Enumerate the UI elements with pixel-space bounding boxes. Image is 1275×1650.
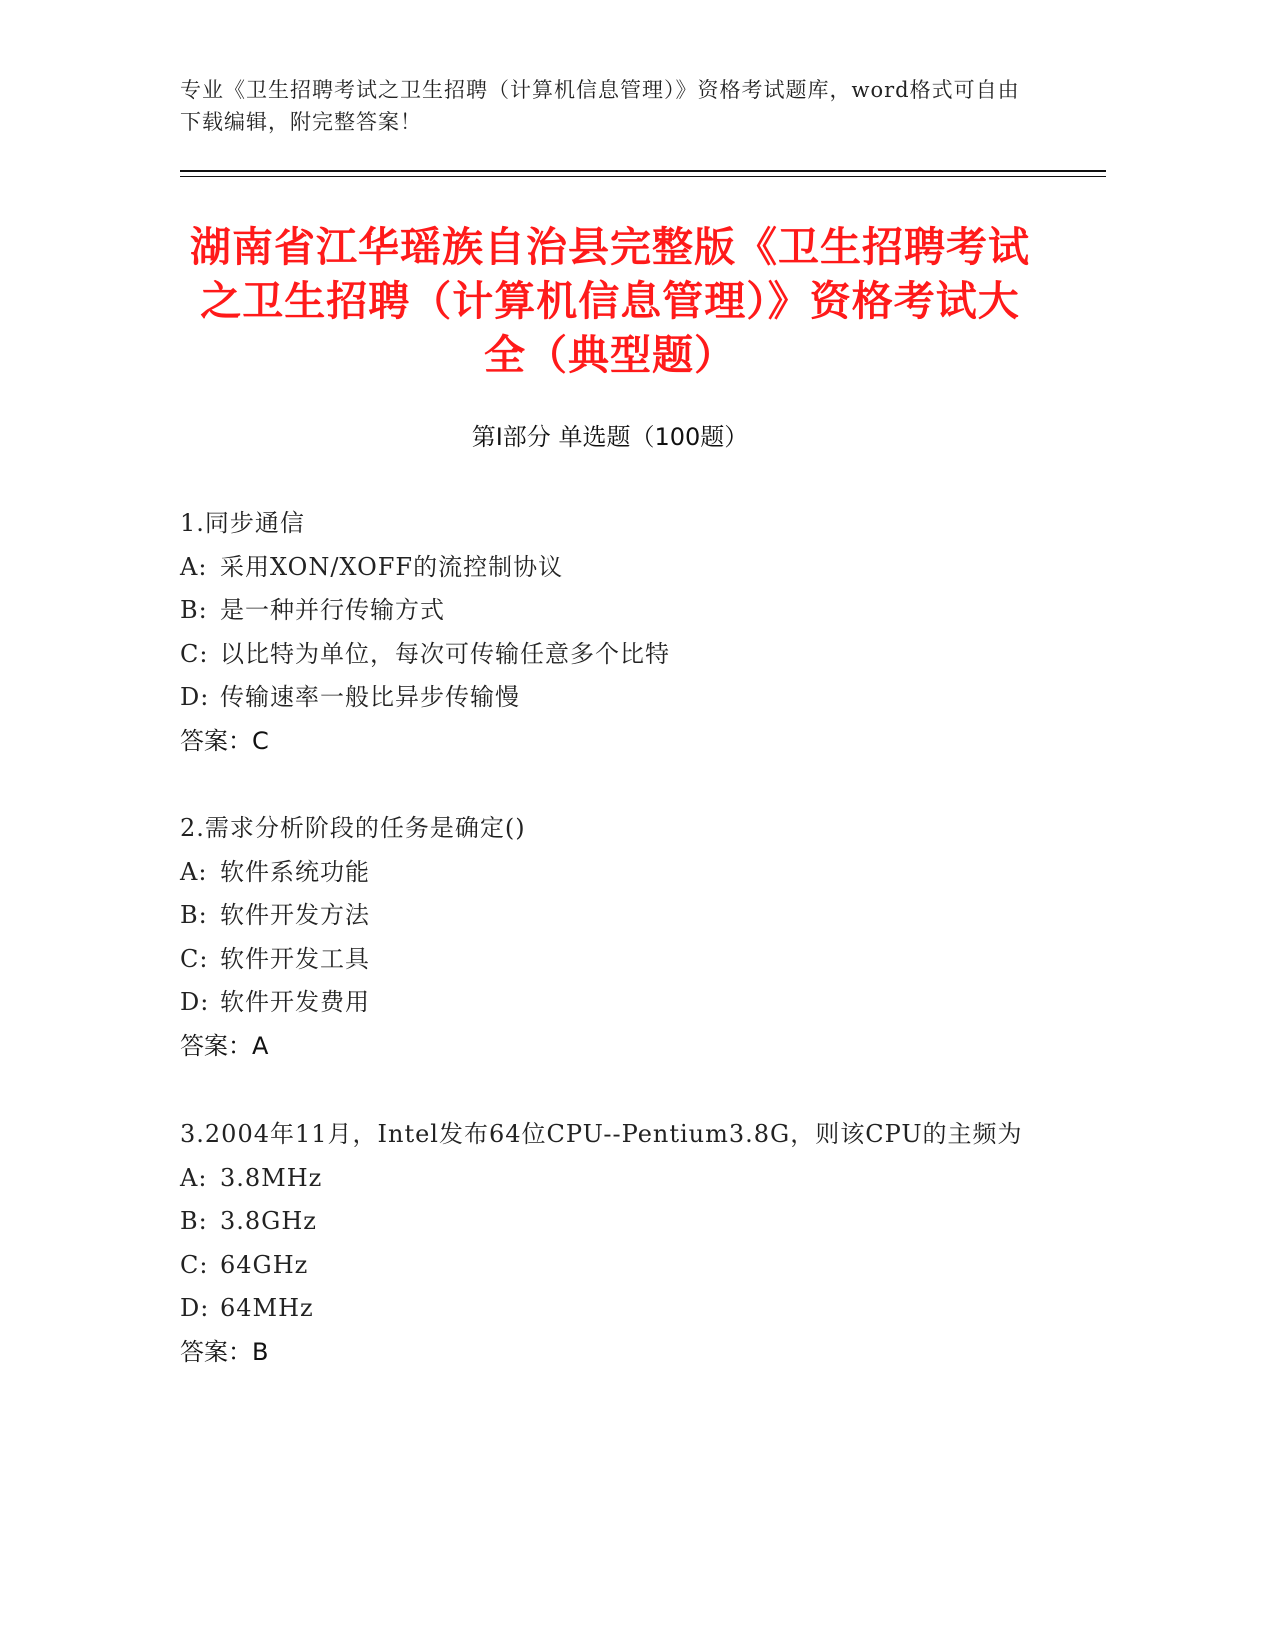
option-label: B:: [180, 901, 208, 929]
question-stem: 3.2004年11月，Intel发布64位CPU--Pentium3.8G，则该CPU的主频为: [180, 1120, 1023, 1148]
option-text: 软件开发工具: [220, 944, 370, 973]
question-3: [180, 1113, 1040, 1374]
option-text: 64GHz: [220, 1250, 309, 1279]
question-1: [180, 502, 1040, 763]
option-text: 64MHz: [220, 1294, 314, 1322]
option-label: C:: [180, 1250, 209, 1279]
question-stem: 1.同步通信: [180, 509, 305, 537]
option-d: [180, 1287, 1040, 1331]
option-c: [180, 1244, 1040, 1288]
option-text: 3.8MHz: [220, 1163, 323, 1192]
option-a: [180, 1157, 1040, 1201]
option-label: C:: [180, 944, 209, 973]
option-label: A:: [180, 552, 208, 581]
document-title: 湖南省江华瑶族自治县完整版《卫生招聘考试之卫生招聘（计算机信息管理）》资格考试大全（典型题）: [190, 223, 1030, 379]
option-b: [180, 1200, 1040, 1244]
header-note: 专业《卫生招聘考试之卫生招聘（计算机信息管理）》资格考试题库，word格式可自由下载编辑，附完整答案！: [180, 78, 1020, 134]
header-rule-thick: [180, 170, 1106, 172]
option-label: D:: [180, 1294, 210, 1322]
option-text: 采用XON/XOFF的流控制协议: [220, 552, 564, 581]
option-text: 是一种并行传输方式: [220, 596, 445, 624]
option-c: [180, 633, 1040, 677]
option-label: B:: [180, 596, 208, 624]
option-text: 3.8GHz: [220, 1207, 317, 1235]
answer: 答案：A: [180, 1031, 269, 1060]
option-c: [180, 938, 1040, 982]
option-a: [180, 851, 1040, 895]
option-a: [180, 546, 1040, 590]
option-label: D:: [180, 988, 210, 1016]
section-title: 第Ⅰ部分 单选题（100题）: [471, 423, 749, 451]
option-text: 以比特为单位，每次可传输任意多个比特: [220, 639, 670, 668]
option-d: [180, 981, 1040, 1025]
option-text: 软件系统功能: [220, 857, 370, 886]
option-d: [180, 676, 1040, 720]
question-2: [180, 807, 1040, 1068]
option-b: [180, 589, 1040, 633]
option-text: 软件开发费用: [220, 988, 370, 1016]
header-rule-thin: [180, 176, 1106, 177]
answer: 答案：C: [180, 726, 269, 755]
option-label: A:: [180, 1163, 208, 1192]
option-label: D:: [180, 683, 210, 711]
option-text: 传输速率一般比异步传输慢: [220, 683, 520, 711]
answer: 答案：B: [180, 1337, 269, 1366]
option-text: 软件开发方法: [220, 901, 370, 929]
option-b: [180, 894, 1040, 938]
option-label: C:: [180, 639, 209, 668]
option-label: A:: [180, 857, 208, 886]
question-stem: 2.需求分析阶段的任务是确定(): [180, 814, 526, 842]
option-label: B:: [180, 1207, 208, 1235]
